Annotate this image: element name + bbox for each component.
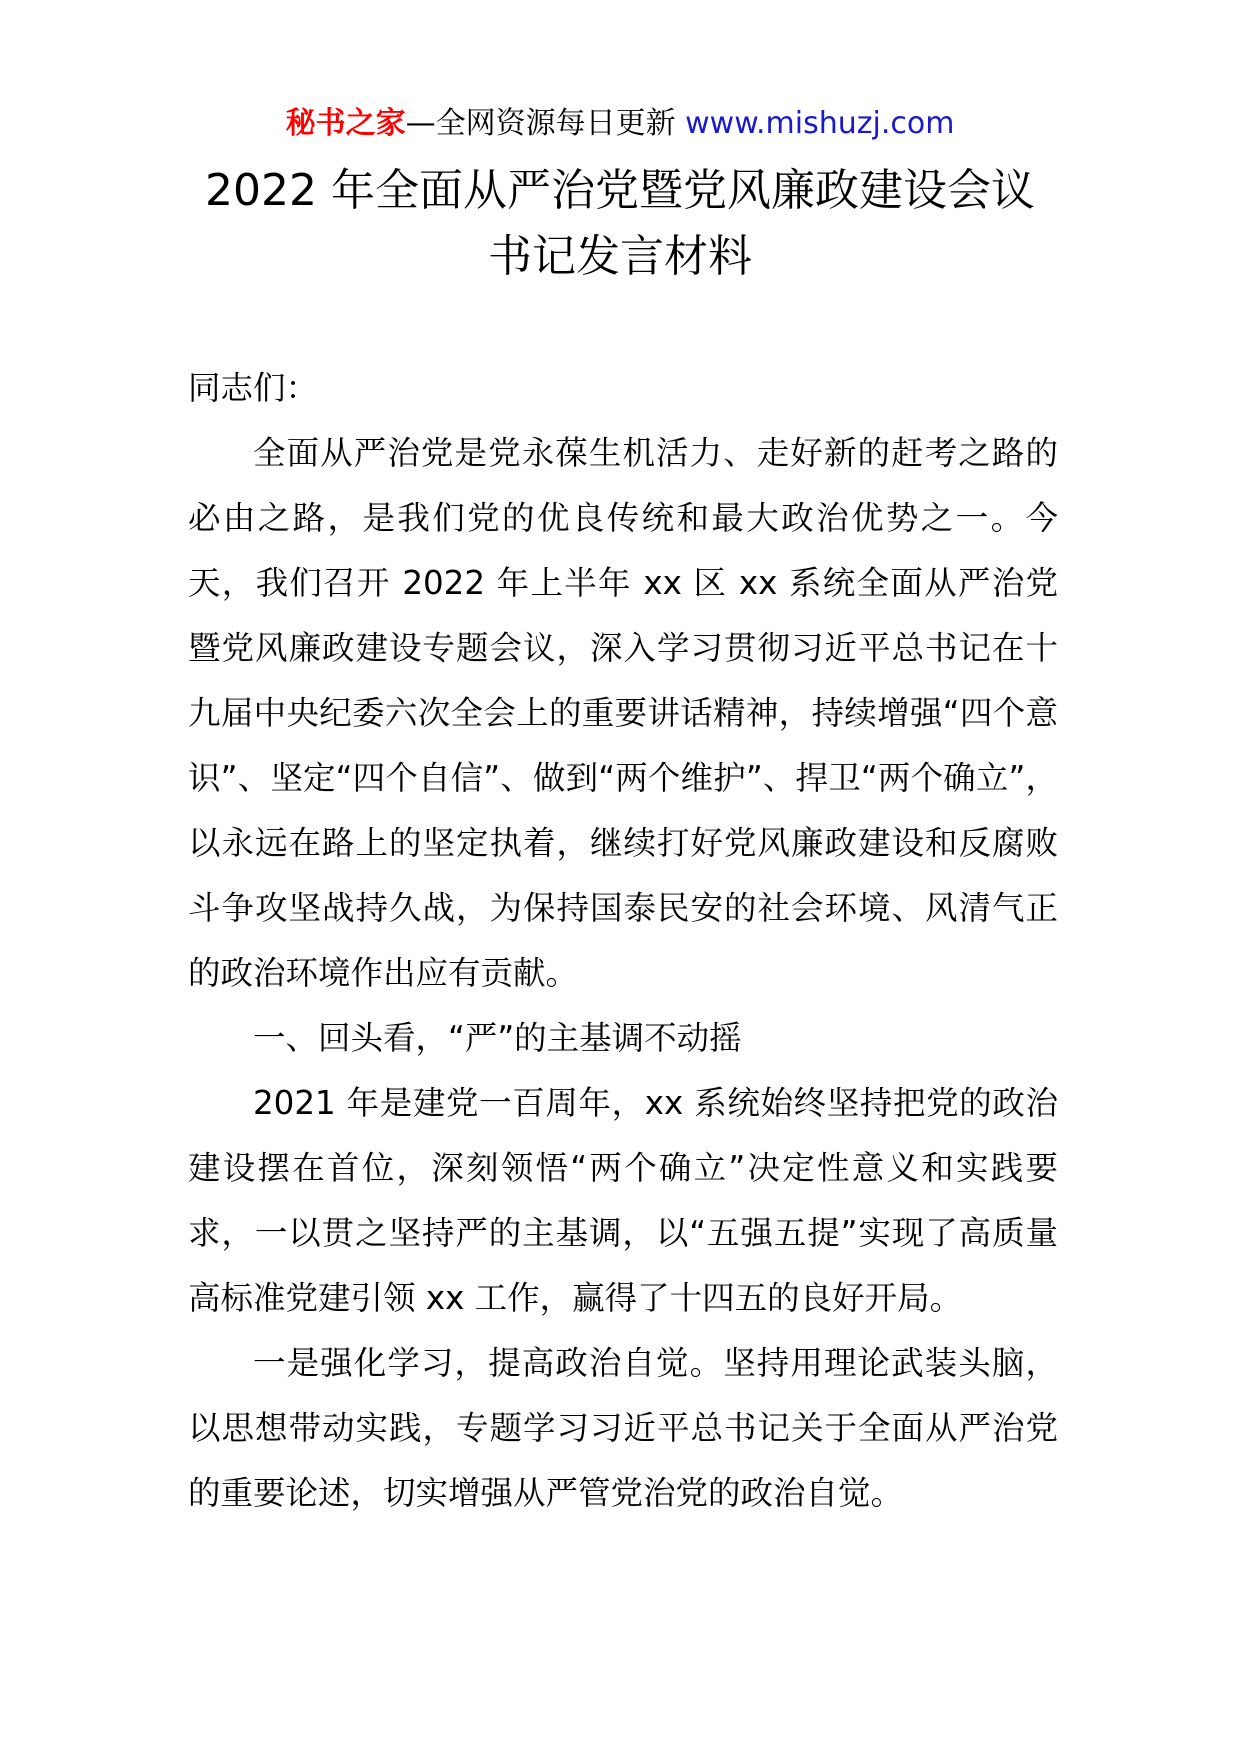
paragraph-2021-review: 2021 年是建党一百周年，xx 系统始终坚持把党的政治建设摆在首位，深刻领悟“两个确立”决定性意义和实践要求，一以贯之坚持严的主基调，以“五强五提”实现了高质量高标准党建引领 xx 工作，赢得了十四五的良好开局。: [188, 1084, 1058, 1317]
title-line-1: 2022 年全面从严治党暨党风廉政建设会议: [205, 165, 1035, 216]
title-line-2: 书记发言材料: [488, 231, 752, 282]
paragraph-intro: 全面从严治党是党永葆生机活力、走好新的赶考之路的必由之路，是我们党的优良传统和最大政治优势之一。今天，我们召开 2022 年上半年 xx 区 xx 系统全面从严治党暨党风廉政建设专题会议，深入学习贯彻习近平总书记在十九届中央纪委六次全会上的重要讲话精神，持续增强“四个意识”、坚定“四个自信”、做到“两个维护”、捍卫“两个确立”，以永远在路上的坚定执着，继续打好党风廉政建设和反腐败斗争攻坚战持久战，为保持国泰民安的社会环境、风清气正的政治环境作出应有贡献。: [188, 434, 1058, 992]
site-header: [0, 100, 1240, 148]
document-title: [100, 158, 1140, 290]
site-url-link[interactable]: www.mishuzj.com: [685, 106, 955, 141]
paragraph-point-one: 一是强化学习，提高政治自觉。坚持用理论武装头脑，以思想带动实践，专题学习习近平总书记关于全面从严治党的重要论述，切实增强从严管党治党的政治自觉。: [188, 1344, 1058, 1512]
salutation: 同志们：: [188, 369, 319, 407]
section-heading: 一、回头看，“严”的主基调不动摇: [253, 1019, 742, 1057]
document-body: [188, 356, 1058, 1526]
brand-name: 秘书之家: [285, 106, 406, 141]
header-tagline: —全网资源每日更新: [405, 106, 686, 141]
